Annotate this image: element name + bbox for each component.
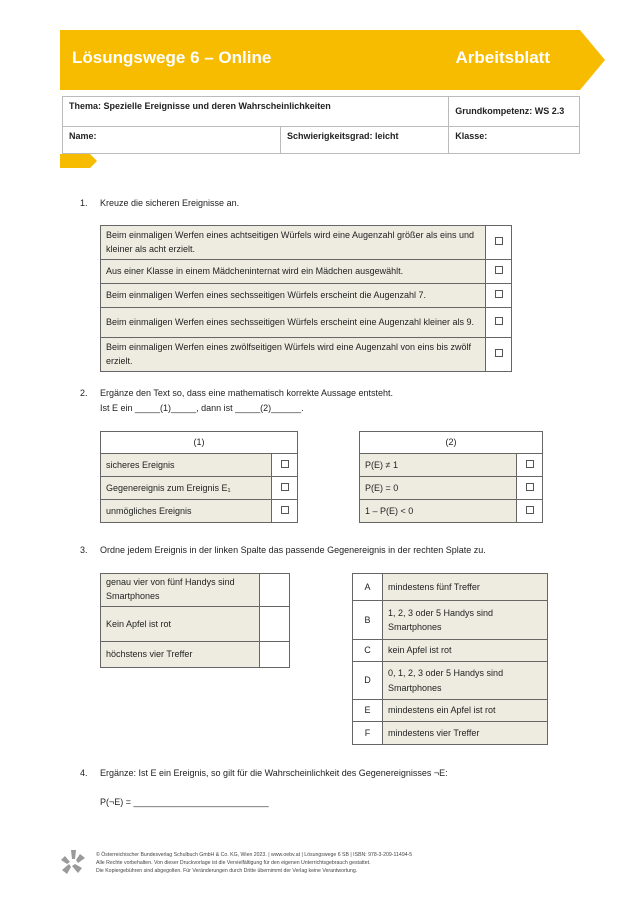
event-item: höchstens vier Treffer	[101, 641, 260, 667]
klasse-cell[interactable]: Klasse:	[449, 127, 580, 154]
gap-sentence: Ist E ein _____(1)_____, dann ist _____(2)______.	[100, 403, 304, 413]
checkbox-icon[interactable]	[281, 483, 289, 491]
checkbox-icon[interactable]	[281, 460, 289, 468]
question-1	[80, 198, 480, 212]
option-checkbox[interactable]	[272, 477, 298, 500]
document-type: Arbeitsblatt	[455, 48, 550, 67]
q1-checkbox[interactable]	[486, 337, 512, 371]
answer-box[interactable]	[260, 574, 290, 607]
difficulty-cell: Schwierigkeitsgrad: leicht	[281, 127, 449, 154]
option-letter: E	[353, 700, 383, 722]
answer-line[interactable]	[100, 797, 400, 811]
counter-event: mindestens ein Apfel ist rot	[383, 700, 548, 722]
q1-item: Beim einmaligen Werfen eines sechsseitigen Würfels erscheint eine Augenzahl kleiner als 9.	[101, 307, 486, 337]
option-item: 1 – P(E) < 0	[360, 500, 517, 523]
q1-item: Beim einmaligen Werfen eines achtseitigen Würfels wird eine Augenzahl größer als eins und kleiner als acht erzielt.	[101, 226, 486, 260]
checkbox-icon[interactable]	[495, 290, 503, 298]
counter-event: 1, 2, 3 oder 5 Handys sind Smartphones	[383, 601, 548, 640]
option-item: sicheres Ereignis	[101, 454, 272, 477]
meta-table	[62, 96, 580, 154]
question-text: Ergänze: Ist E ein Ereignis, so gilt für die Wahrscheinlichkeit des Gegenereignisses ¬E:	[100, 768, 448, 778]
checkbox-icon[interactable]	[526, 506, 534, 514]
q3-left-table	[100, 573, 290, 668]
question-2-gap-text	[100, 403, 400, 417]
checkbox-icon[interactable]	[495, 349, 503, 357]
question-text: Kreuze die sicheren Ereignisse an.	[100, 198, 240, 208]
answer-text: P(¬E) = ___________________________	[100, 797, 269, 807]
event-item: genau vier von fünf Handys sind Smartphones	[101, 574, 260, 607]
footer-line: © Österreichischer Bundesverlag Schulbuch GmbH & Co. KG, Wien 2023. | www.oebv.at | Lösungswege 6 SB | ISBN: 978-3-209-11494-5	[96, 852, 413, 858]
checkbox-icon[interactable]	[495, 237, 503, 245]
q1-table	[100, 225, 512, 372]
option-checkbox[interactable]	[272, 500, 298, 523]
counter-event: 0, 1, 2, 3 oder 5 Handys sind Smartphones	[383, 662, 548, 700]
counter-event: mindestens fünf Treffer	[383, 574, 548, 601]
question-text: Ordne jedem Ereignis in der linken Spalte das passende Gegenereignis in der rechten Splate zu.	[100, 545, 486, 555]
question-number: 1.	[80, 198, 88, 208]
q1-item: Beim einmaligen Werfen eines sechsseitigen Würfels erscheint die Augenzahl 7.	[101, 283, 486, 307]
q1-checkbox[interactable]	[486, 283, 512, 307]
question-4	[80, 768, 550, 782]
checkbox-icon[interactable]	[495, 266, 503, 274]
option-checkbox[interactable]	[272, 454, 298, 477]
option-item: unmögliches Ereignis	[101, 500, 272, 523]
question-number: 4.	[80, 768, 88, 778]
thema-cell: Thema: Spezielle Ereignisse und deren Wahrscheinlichkeiten	[63, 97, 449, 127]
answer-box[interactable]	[260, 606, 290, 641]
option-letter: D	[353, 662, 383, 700]
option-item: Gegenereignis zum Ereignis E₁	[101, 477, 272, 500]
option-checkbox[interactable]	[517, 500, 543, 523]
header-banner	[60, 30, 605, 90]
question-2	[80, 388, 500, 402]
option-letter: C	[353, 640, 383, 662]
q1-item: Beim einmaligen Werfen eines zwölfseitigen Würfels wird eine Augenzahl von eins bis zwölf erzielt.	[101, 337, 486, 371]
q1-checkbox[interactable]	[486, 226, 512, 260]
checkbox-icon[interactable]	[495, 317, 503, 325]
option-letter: F	[353, 722, 383, 745]
q2-table-2	[359, 431, 543, 523]
option-item: P(E) ≠ 1	[360, 454, 517, 477]
option-letter: B	[353, 601, 383, 640]
option-checkbox[interactable]	[517, 477, 543, 500]
q1-checkbox[interactable]	[486, 259, 512, 283]
checkbox-icon[interactable]	[281, 506, 289, 514]
q3-right-table	[352, 573, 548, 745]
publisher-logo-icon	[58, 848, 88, 878]
name-cell[interactable]: Name:	[63, 127, 281, 154]
option-letter: A	[353, 574, 383, 601]
q1-checkbox[interactable]	[486, 307, 512, 337]
tab-arrow-marker	[60, 154, 100, 168]
q1-item: Aus einer Klasse in einem Mädcheninternat wird ein Mädchen ausgewählt.	[101, 259, 486, 283]
answer-box[interactable]	[260, 641, 290, 667]
counter-event: kein Apfel ist rot	[383, 640, 548, 662]
option-checkbox[interactable]	[517, 454, 543, 477]
question-text: Ergänze den Text so, dass eine mathematisch korrekte Aussage entsteht.	[100, 388, 394, 398]
q2-table-1	[100, 431, 298, 523]
book-title: Lösungswege 6 – Online	[72, 48, 272, 67]
footer-line: Die Kopiergebühren sind abgegolten. Für Veränderungen durch Dritte übernimmt der Verlag keine Verantwortung.	[96, 868, 358, 875]
event-item: Kein Apfel ist rot	[101, 606, 260, 641]
footer-legal	[96, 851, 412, 875]
question-number: 2.	[80, 388, 88, 398]
question-number: 3.	[80, 545, 88, 555]
option-item: P(E) = 0	[360, 477, 517, 500]
checkbox-icon[interactable]	[526, 460, 534, 468]
counter-event: mindestens vier Treffer	[383, 722, 548, 745]
footer-line: Alle Rechte vorbehalten. Von dieser Druckvorlage ist die Vervielfältigung für den eigenen Unterrichtsgebrauch gestattet.	[96, 860, 371, 867]
kompetenz-cell: Grundkompetenz: WS 2.3	[449, 97, 580, 127]
question-3	[80, 545, 550, 559]
table-header: (1)	[101, 432, 298, 454]
checkbox-icon[interactable]	[526, 483, 534, 491]
table-header: (2)	[360, 432, 543, 454]
